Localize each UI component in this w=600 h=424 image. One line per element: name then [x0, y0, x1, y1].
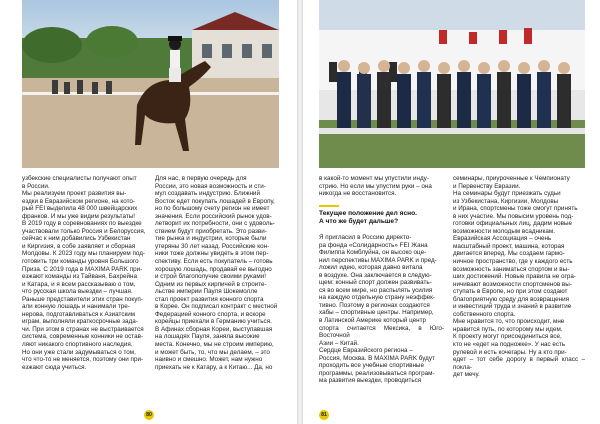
team-photo [319, 0, 585, 168]
left-page [0, 0, 297, 424]
right-page [303, 0, 600, 424]
right-column-1-body: Я пригласил в Россию директо- ра фонда «Солидарность» FEI Жана Филиппа Комблуйна, он высоко оце- нил перспективы MAXIMA PARK и пред- ложил идею, которая давно витала в воздухе. Она заключается в следую- щем: конный спорт должен развивать- ся во всем мире, но распылять усилия на каждую отдельную страну неэффек- тивно. Поэтому в регионах создаются хабы – спортивные центры. Например, в Латинской Америке который центр спорта считается Мексика, в Юго-Восточной Азии – Китай. Сердце Евразийского региона – Россия, Москва. В MAXIMA PARK будут проходить все учебные спортивные программы, реализовываться програм- ма развития выездки, проводиться [319, 234, 444, 385]
right-column-1-intro: в какой-то момент мы упустили инду- стрию. Но если мы упустим руки – она никогда не восстановится. [319, 175, 432, 198]
left-column-2: Для нас, в первую очередь для России, это новая возможность и сти- мул создавать индустрию. Ближний Восток едет покупать лошадей в Европу, но по большому счету регион не имеет значения. Если российский рынок удов- летворит их потребности, они с удоволь- ствием будут приобретать. Это разви- тие рынка и индустрии, которые были утеряны 30 лет назад. Российские кон- ники тоже должны увидеть в этом пер- спективу. Если есть покупатель – готовь хорошую лошадь, продавай ее выгодно и строй благополучие своими руками! Одним из первых кирпичей в строите- льстве империи Пауля Шокемолле стал проект развития конного спорта в Корее. Он подписал контракт с местной Федерацией конного спорта, и вскоре корейцы приехали в Германию учиться. В Афинах сборная Кореи, выступавшая на лошадях Пауля, заняла высокие места. Конечно, мы не строим империю, и может быть, то, что мы делаем, – это наивно и смешно. Может, нам нужно приехать не к Катару, а к Китаю... Да, но [155, 175, 278, 371]
dressage-illustration [22, 0, 279, 168]
award-ceremony-illustration [319, 0, 585, 168]
dressage-photo [22, 0, 279, 168]
question-accent-bar [319, 205, 339, 207]
page-number-right: 81 [319, 410, 329, 420]
page-number-left: 80 [144, 410, 154, 420]
right-column-2: семинары, приуроченные к Чемпионату и Первенству Евразии. На семинары будут приезжать судьи из Узбекистана, Киргизии, Молдовы и Ирана, спортсмены тоже смогут принять в них участие. Мы повысим уровень под- готовки официальных лиц, дадим новые возможности молодым всадникам. Евразийская Ассоциация – очень масштабный проект, машина, которая двигается вперед. Мы создаем гармо- ничное пространство, где у каждого есть возможность заниматься спортом и вы- ших достижений. Новые правила не огра- ничивают возможности спортсменов вы- ступать в Европе, но при этом создают благоприятную среду для возвращения и инвестиций труда и знаний в развитие собственного спорта. Мне нравится то, что происходит, мне нравится путь, по которому мы идем. К проекту могут присоединиться все, кто не «едет на подножке». У нас есть рулевой и есть кочегары. Ну а кто при- едет – тот себе дорогу в первый класс – покла- дет мечу. [453, 175, 585, 379]
left-column-1: узбекские специалисты получают опыт в России. Мы реализуем проект развития вы- ездки в Евразийском регионе, на кото- рый FEI выделила 48 000 швейцарских франков. И мы уже видим результаты! В 2019 году в соревнованиях по выездке участвовали только Россия и Белоруссия, сейчас к ним добавились Узбекистан и Киргизия, в собе заявляет и сборная Молдовы. К 2023 году мы планируем под- готовить три команды уровня Большого Приза. С 2019 года в MAXIMA PARK при- езжают команды из Тайваня, Бахрейна и Катара, и я всем рассказываю о том, что русская школа выездки – лучшая. Раньше представители этих стран покуп- али конную лошадь и нанимали тре- нерова, подготавливаться к Азиатским играм, выполняли краткосрочные зада- чи. При этом в странах не выстраивается система, современные конники не остав- ляют никакого спортивного наследия. Но они уже стали задумываться о том, что что-то не меняется, поэтому они при- езжают сюда учиться. [22, 175, 146, 371]
interview-question: Текущее положение дел ясно. А что же будет дальше? [319, 210, 417, 225]
